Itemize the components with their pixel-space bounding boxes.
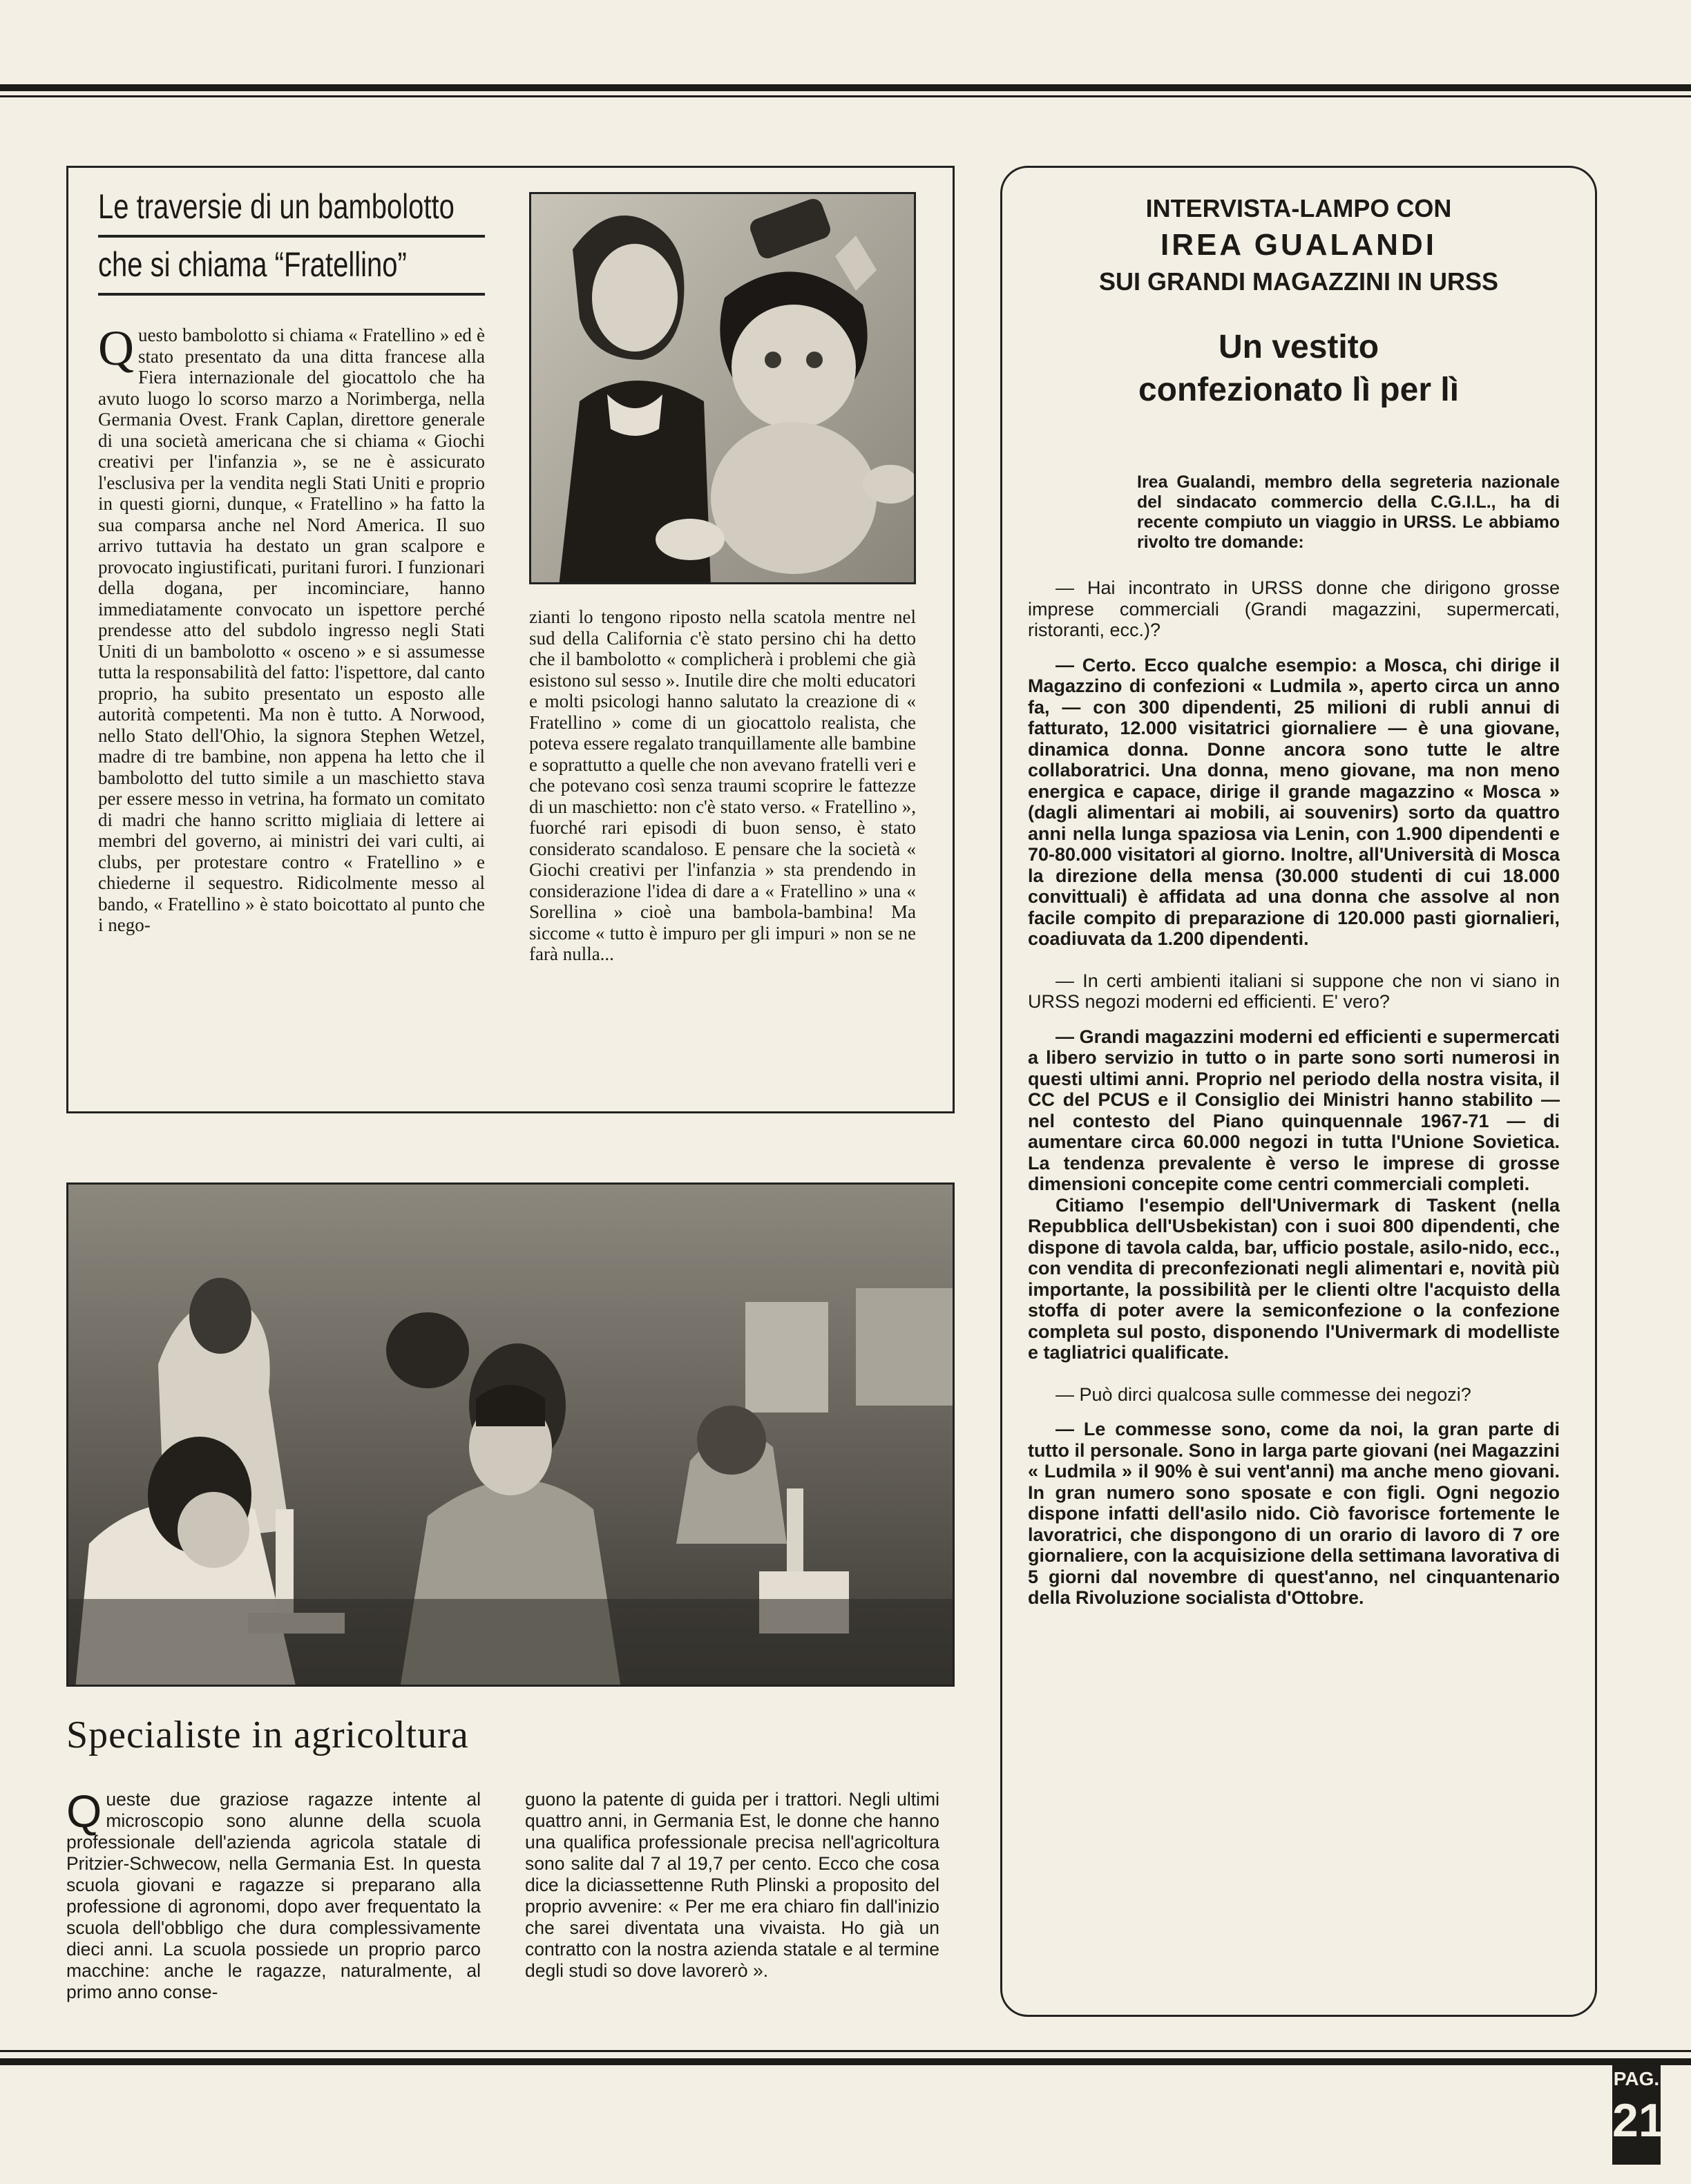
photo-girl-with-doll: [529, 192, 916, 584]
page-label: PAG.: [1613, 2068, 1660, 2089]
interview-answer-2b: Citiamo l'esempio dell'Univermark di Taskent (nella Repubblica dell'Usbekistan) con i suoi 800 dipendenti, che dispone di tavola calda, bar, ufficio postale, asilo-nido, ecc., con vendita di preconfezionati negli alimentari e, novità più importante, la possibilità per le clienti oltre l'acquisto della stoffa di poter avere la semiconfezione o la confezione completa sul posto, disponendo l'Univermark di modelliste e tagliatrici qualificate.: [1028, 1194, 1560, 1363]
top-rule-thin: [0, 95, 1691, 97]
article-agricoltura-text-2: guono la patente di guida per i trattori. Negli ultimi quattro anni, in Germania Est, le donne che hanno una qualifica professionale precisa nell'agricoltura sono salite dal 7 al 19,7 per cento. Ecco che cosa dice la diciassettenne Ruth Plinski a proposito del proprio avvenire: « Per me era chiaro fin dall'inizio che sarei diventata una vivaista. Ho già un contratto con la nostra azienda statale e al termine degli studi so dove lavorerò ».: [525, 1789, 939, 1981]
article-fratellino-column-2: [529, 606, 916, 1090]
dropcap: Q: [98, 320, 134, 376]
interview-header: [1000, 192, 1597, 412]
article-agricoltura-text-1: ueste due graziose ragazze intente al microscopio sono alunne della scuola professionale dell'azienda agricola statale di Pritzier-Schwecow, nella Germania Est. In questa scuola giovani e ragazze si preparano alla professione di agronomi, dopo aver frequentato la scuola dell'obbligo che dura complessivamente dieci anni. La scuola possiede un proprio parco macchine: anche le ragazze, naturalmente, al primo anno conse-: [66, 1789, 481, 2002]
page-number: 21: [1612, 2094, 1665, 2147]
article-fratellino-text-2: zianti lo tengono riposto nella scatola mentre nel sud della California c'è stato persino chi ha detto che il bambolotto « complicherà i problemi che già esistono sul sesso ». Inutile dire che molti educatori e molti psicologi hanno salutato la creazione di « Fratellino » come di un giocattolo realista, che poteva essere regalato tranquillamente alle bambine e soprattutto a quelle che non avevano fratelli veri e che potevano così senza traumi scoprire le fattezze di un maschietto: non c'è stato verso. « Fratellino », fuorché rari episodi di buon senso, è stato considerato scandaloso. E pensare che la società « Giochi creativi per l'infanzia » sta prendendo in considerazione l'idea di dare a « Fratellino » una « Sorellina » cioè una bambola-bambina! Ma siccome « tutto è impuro per gli impuri » non se ne farà nulla...: [529, 606, 917, 964]
interview-body: [1028, 577, 1560, 2000]
article-fratellino-title-line2: che si chiama “Fratellino”: [98, 245, 407, 284]
top-rule: [0, 84, 1691, 91]
photo-microscope-class-image: [68, 1185, 955, 1687]
interview-question-1: — Hai incontrato in URSS donne che dirigono grosse imprese commerciali (Grandi magazzini, supermercati, ristoranti, ecc.)?: [1028, 577, 1560, 640]
dropcap: Q: [66, 1785, 102, 1837]
interview-question-3: — Può dirci qualcosa sulle commesse dei negozi?: [1055, 1383, 1471, 1405]
bottom-rule: [0, 2058, 1691, 2065]
interview-answer-2a: — Grandi magazzini moderni ed efficienti e supermercati a libero servizio in tutto o in parte sono sorti numerosi in questi ultimi anni. Proprio nel periodo della nostra visita, il CC del PCUS e il Consiglio dei Ministri hanno stabilito — nel contesto del Piano quinquennale 1967-71 — di aumentare circa 60.000 negozi in tutta l'Unione Sovietica. La tendenza prevalente è verso le imprese di grosse dimensioni concepite come centri commerciali completi.: [1028, 1026, 1560, 1194]
title-underline: [98, 235, 485, 238]
page-number-badge: [1612, 2061, 1665, 2165]
interview-answer-3: — Le commesse sono, come da noi, la gran parte di tutto il personale. Sono in larga parte giovani (nei Magazzini « Ludmila » il 90% è sui vent'anni) ma anche meno giovani. In gran numero sono sposate e con figli. Ogni negozio dispone infatti dell'asilo nido. Ciò favorisce fortemente le lavoratrici, che dispongono di un orario di lavoro di 7 ore giornaliere, con la acquisizione della settimana lavorativa di 5 giorni dal novembre di quest'anno, nel cinquantenario della Rivoluzione socialista d'Ottobre.: [1028, 1419, 1560, 1608]
interview-headline-1: Un vestito: [1218, 329, 1379, 365]
article-agricoltura-title: Specialiste in agricoltura: [66, 1714, 469, 1756]
article-fratellino-title-line1: Le traversie di un bambolotto: [98, 187, 455, 226]
interview-question-2: — In certi ambienti italiani si suppone che non vi siano in URSS negozi moderni ed efficienti. E' vero?: [1028, 970, 1560, 1012]
interview-kicker-2: IREA GUALANDI: [1160, 228, 1437, 262]
bottom-rule-thin: [0, 2050, 1691, 2052]
article-agricoltura-column-1: [66, 1785, 481, 2024]
article-agricoltura-column-2: [525, 1789, 939, 2024]
interview-kicker-3: SUI GRANDI MAGAZZINI IN URSS: [1098, 267, 1498, 296]
interview-kicker-1: INTERVISTA-LAMPO CON: [1145, 194, 1452, 222]
title-underline: [98, 293, 485, 296]
article-fratellino-title: [98, 186, 492, 296]
article-fratellino-text-1: uesto bambolotto si chiama « Fratellino » ed è stato presentato da una ditta francese alla Fiera internazionale del giocattolo che ha avuto luogo lo scorso marzo a Norimberga, nella Germania Ovest. Frank Caplan, direttore generale di una società americana che si chiama « Giochi creativi per l'infanzia », se ne è assicurato l'esclusiva per la vendita negli Stati Uniti e proprio in questi giorni, dunque, « Fratellino » ha fatto la sua comparsa anche nel Nord America. Il suo arrivo tuttavia ha destato un gran scalpore e provocato ingiustificati, puritani furori. I funzionari della dogana, per incominciare, hanno immediatamente convocato un ispettore perché prendesse atto del subdolo ingresso negli Stati Uniti di un bambolotto « osceno » e si assumesse tutta la responsabilità del fatto: l'ispettore, dal canto proprio, ha subito presentato un esposto alle autorità competenti. Ma non è tutto. A Norwood, nello Stato dell'Ohio, la signora Stephen Wetzel, madre di tre bambine, non appena ha letto che il bambolotto del tutto simile a un maschietto stava per essere messo in vetrina, ha formato un comitato di madri che hanno scritto migliaia di lettere ai membri del governo, ai ministri dei vari culti, ai clubs, per protestare contro « Fratellino » e chiederne il sequestro. Ridicolmente messo al bando, « Fratellino » è stato boicottato al punto che i nego-: [98, 325, 485, 935]
article-fratellino-column-1: [98, 320, 485, 1091]
interview-answer-1: — Certo. Ecco qualche esempio: a Mosca, chi dirige il Magazzino di confezioni « Ludmila », aperto circa un anno fa, — con 300 dipendenti, 25 milioni di rubli annui di fatturato, 12.000 visitatrici giornaliere — è una giovane, dinamica donna. Donne ancora sono tutte le altre collaboratrici. Una donna, meno giovane, ma non meno energica e capace, dirige il grande magazzino « Mosca » (dagli alimentari ai mobili, ai souvenirs) sorto da quattro anni nella lunga spaziosa via Lenin, con 1.900 dipendenti e 70-80.000 visitatori al giorno. Inoltre, all'Università di Mosca la direzione della mensa (30.000 studenti di cui 18.000 convittuali) è affidata ad una donna che assolve al non facile compito di preparazione di 120.000 pasti giornalieri, coadiuvata da 1.200 dipendenti.: [1028, 654, 1560, 949]
photo-microscope-class: [66, 1182, 955, 1687]
interview-headline-2: confezionato lì per lì: [1138, 372, 1460, 408]
interview-intro: Irea Gualandi, membro della segreteria nazionale del sindacato commercio della C.G.I.L., ha di recente compiuto un viaggio in URSS. Le abbiamo rivolto tre domande:: [1137, 472, 1560, 552]
photo-girl-with-doll-image: [531, 194, 916, 584]
